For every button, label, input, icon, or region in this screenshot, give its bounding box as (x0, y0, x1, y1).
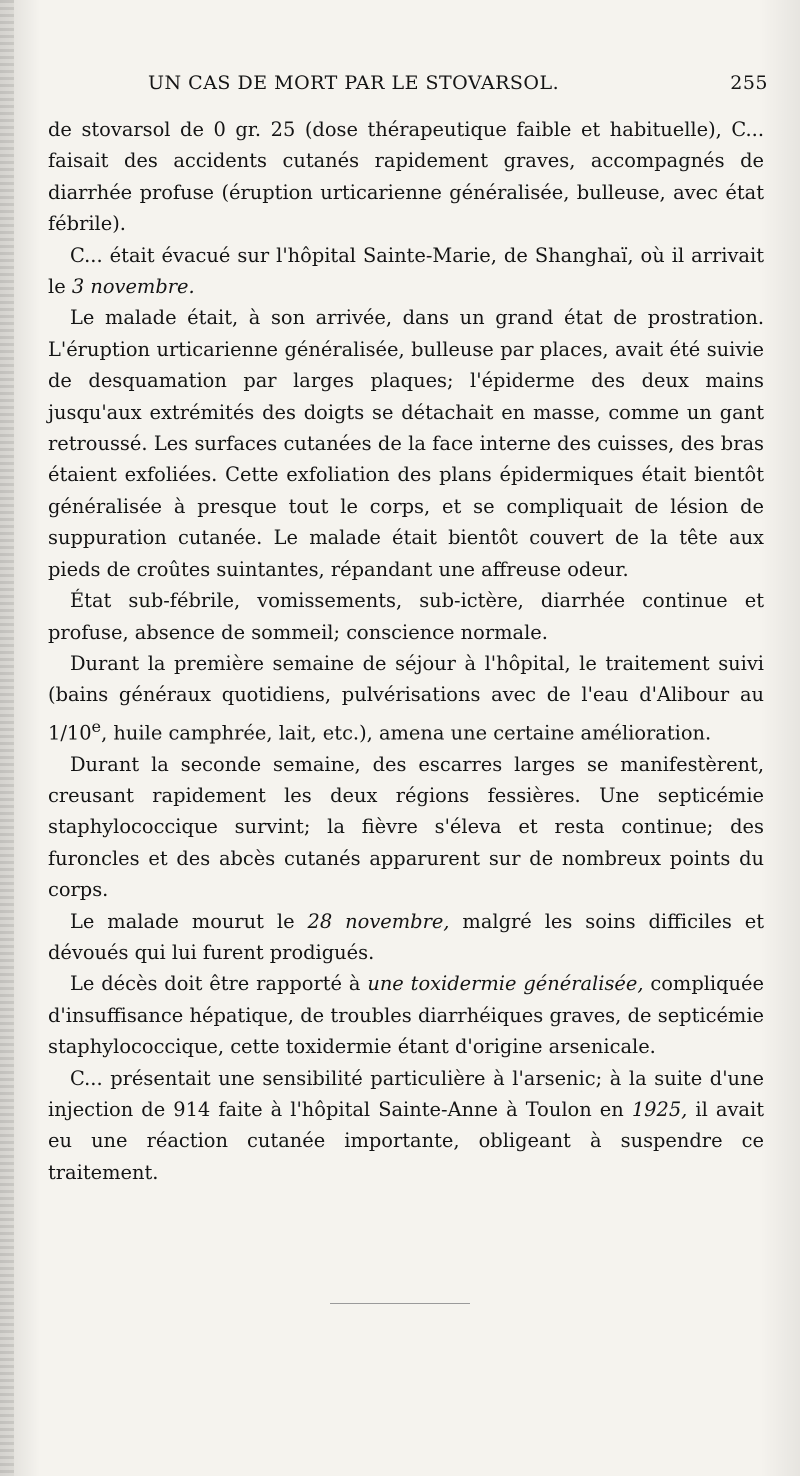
paragraph-text: 28 novembre, (307, 909, 450, 933)
paragraph (48, 114, 764, 240)
paragraph-text: de stovarsol de 0 gr. 25 (dose thérapeutique faible et habituelle), C... faisait des accidents cutanés rapidement graves, accompagnés de diarrhée profuse (éruption urticarienne généralisée, bulleuse, avec état fébrile). (48, 118, 764, 236)
paragraph-text: 3 novembre. (71, 275, 195, 299)
scan-edge-shadow (0, 0, 14, 1476)
page-number: 255 (730, 72, 768, 94)
paragraph-text: , huile camphrée, lait, etc.), amena une certaine amélioration. (101, 721, 712, 745)
paragraph (48, 585, 764, 648)
paragraph (48, 240, 764, 303)
paragraph-text: C... présentait une sensibilité particulière à l'arsenic; à la suite d'une injection de 914 faite à l'hôpital Sainte-Anne à Toulon en (48, 1066, 764, 1122)
paragraph-text: Durant la première semaine de séjour à l'hôpital, le traitement suivi (bains généraux quotidiens, pulvérisations avec de l'eau d'Alibour au 1/10 (48, 651, 764, 745)
page-header (148, 72, 768, 102)
paragraph-text: malgré les soins difficiles et dévoués qui lui furent prodigués. (48, 909, 764, 965)
paragraph-text: Durant la seconde semaine, des escarres larges se manifestèrent, creusant rapidement les deux régions fessières. Une septicémie staphylococcique survint; la fièvre s'éleva et resta continue; des furoncles et des abcès cutanés apparurent sur de nombreux points du corps. (48, 752, 764, 902)
paragraph (48, 749, 764, 906)
article-body (48, 114, 764, 1188)
paragraph-text: État sub-fébrile, vomissements, sub-ictère, diarrhée continue et profuse, absence de sommeil; conscience normale. (48, 589, 764, 644)
paragraph-text: 1925, (631, 1098, 688, 1122)
paragraph (48, 302, 764, 585)
paragraph (48, 648, 764, 749)
paragraph-text: il avait eu une réaction cutanée importante, obligeant à suspendre ce traitement. (48, 1098, 764, 1184)
paragraph (48, 906, 764, 969)
paragraph-text: Le décès doit être rapporté à (70, 972, 368, 996)
paragraph-text: Le malade mourut le (70, 909, 308, 933)
paragraph-text: e (91, 716, 102, 736)
paragraph-text: une toxidermie généralisée, (367, 972, 644, 996)
end-rule (330, 1303, 470, 1304)
paragraph (48, 968, 764, 1062)
paragraph (48, 1063, 764, 1189)
paragraph-text: compliquée d'insuffisance hépatique, de troubles diarrhéiques graves, de septicémie staphylococcique, cette toxidermie étant d'origine arsenicale. (48, 972, 764, 1059)
running-title: UN CAS DE MORT PAR LE STOVARSOL. (148, 72, 560, 94)
paragraph-text: Le malade était, à son arrivée, dans un grand état de prostration. L'éruption urticarienne généralisée, bulleuse par places, avait été suivie de desquamation par larges plaques; l'épiderme des deux mains jusqu'aux extrémités des doigts se détachait en masse, comme un gant retroussé. Les surfaces cutanées de la face interne des cuisses, des bras étaient exfoliées. Cette exfoliation des plans épidermiques était bientôt généralisée à presque tout le corps, et se compliquait de lésion de suppuration cutanée. Le malade était bientôt couvert de la tête aux pieds de croûtes suintantes, répandant une affreuse odeur. (48, 306, 764, 581)
paragraph-text: C... était évacué sur l'hôpital Sainte-Marie, de Shanghaï, où il arrivait le (48, 243, 764, 299)
